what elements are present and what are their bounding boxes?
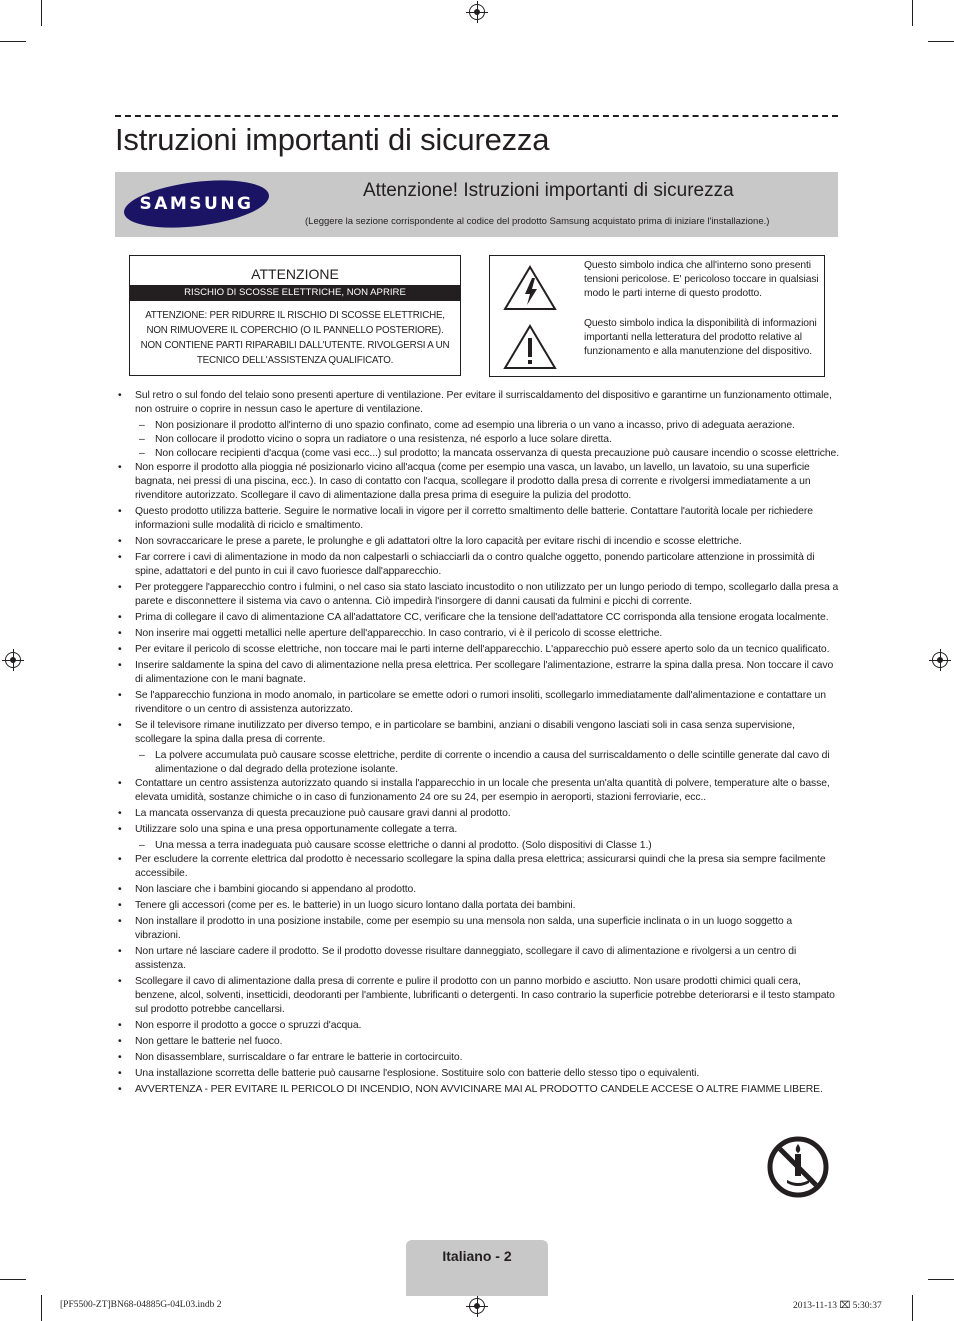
caution-line: NON CONTIENE PARTI RIPARABILI DALL'UTENTE. RIVOLGERSI A UN — [140, 340, 450, 351]
voltage-symbol-text: Questo simbolo indica che all'interno sono presenti tensioni pericolose. E' pericoloso toccare in qualsiasi modo le parti interne di questo prodotto. — [584, 260, 819, 299]
list-item: • Non esporre il prodotto a gocce o spruzzi d'acqua. — [115, 1019, 840, 1033]
exclamation-symbol-text: Questo simbolo indica la disponibilità di informazioni importanti nella letteratura del prodotto relative al funzionamento e alla manutenzione del dispositivo. — [584, 318, 817, 357]
crop-mark — [0, 41, 26, 42]
list-item: • Far correre i cavi di alimentazione in modo da non calpestarli o schiacciarli da o contro qualche oggetto, ponendo particolare attenzione in prossimità di spine, adattatori e del punto in cui il cavo fuoriesce dall'apparecchio. — [115, 551, 840, 579]
list-item: • Contattare un centro assistenza autorizzato quando si installa l'apparecchio in un locale che presenta un'alta quantità di polvere, temperature alte o basse, elevata umidità, sostanze chimiche o in caso di funzionamento 24 ore su 24, per esempio in aeroporti, stazioni ferroviarie, ecc.. — [115, 777, 840, 805]
list-item: • Non lasciare che i bambini giocando si appendano al prodotto. — [115, 883, 840, 897]
registration-mark-icon — [5, 652, 21, 668]
caution-bar: RISCHIO DI SCOSSE ELETTRICHE, NON APRIRE — [130, 285, 460, 301]
list-item: • Questo prodotto utilizza batterie. Seguire le normative locali in vigore per il corretto smaltimento delle batterie. Contattare l'autorità locale per richiedere informazioni sulle modalità di riciclo e smaltimento. — [115, 505, 840, 533]
list-item: • AVVERTENZA - PER EVITARE IL PERICOLO DI INCENDIO, NON AVVICINARE MAI AL PRODOTTO CANDELE ACCESE O ALTRE FIAMME LIBERE. — [115, 1083, 840, 1097]
sub-list-item: – Non collocare il prodotto vicino o sopra un radiatore o una resistenza, né esporlo a luce solare diretta. — [115, 433, 840, 447]
crop-mark — [41, 0, 42, 26]
print-slug-file: [PF5500-ZT]BN68-04885G-04L03.indb 2 — [60, 1300, 222, 1310]
registration-mark-icon — [469, 1298, 485, 1314]
list-item: • Prima di collegare il cavo di alimentazione CA all'adattatore CC, verificare che la tensione dell'adattatore CC corrisponda alla tensione erogata localmente. — [115, 611, 840, 625]
page-number-tab — [406, 1240, 548, 1296]
crop-mark — [912, 0, 913, 26]
crop-mark — [912, 1295, 913, 1321]
samsung-logo — [123, 180, 270, 228]
list-item: • Scollegare il cavo di alimentazione dalla presa di corrente e pulire il prodotto con un panno morbido e asciutto. Non usare prodotti chimici quali cera, benzene, alcol, solventi, insetticidi, deodoranti per l'ambiente, lubrificanti o detergenti. In caso contrario la superficie potrebbe deteriorarsi e il testo stampato sul prodotto potrebbe cancellarsi. — [115, 975, 840, 1017]
list-item: • Per evitare il pericolo di scosse elettriche, non toccare mai le parti interne dell'apparecchio. L'apparecchio può essere aperto solo da un tecnico qualificato. — [115, 643, 840, 657]
safety-banner — [115, 172, 838, 237]
list-item: • Non gettare le batterie nel fuoco. — [115, 1035, 840, 1049]
caution-line: TECNICO DELL'ASSISTENZA QUALIFICATO. — [196, 355, 394, 366]
list-item: • Per escludere la corrente elettrica dal prodotto è necessario scollegare la spina dalla presa elettrica; assicurarsi quindi che la presa sia sempre facilmente accessibile. — [115, 853, 840, 881]
caution-line: NON RIMUOVERE IL COPERCHIO (O IL PANNELLO POSTERIORE). — [146, 325, 444, 336]
list-item: • Utilizzare solo una spina e una presa opportunamente collegate a terra. — [115, 823, 840, 837]
title-dotted-rule — [115, 115, 838, 117]
crop-mark — [0, 1279, 26, 1280]
no-open-flame-icon — [767, 1136, 829, 1198]
list-item: • Una installazione scorretta delle batterie può causarne l'esplosione. Sostituire solo con batterie dello stesso tipo o equivalenti. — [115, 1067, 840, 1081]
list-item: • Se il televisore rimane inutilizzato per diverso tempo, e in particolare se bambini, anziani o disabili vengono lasciati soli in casa senza supervisione, scollegare la spina dalla presa di corrente. — [115, 719, 840, 747]
list-item: • Inserire saldamente la spina del cavo di alimentazione nella presa elettrica. Per scollegare l'alimentazione, estrarre la spina dalla presa. Non toccare il cavo di alimentazione con le mani bagnate. — [115, 659, 840, 687]
list-item: • La mancata osservanza di questa precauzione può causare gravi danni al prodotto. — [115, 807, 840, 821]
brand-name: SAMSUNG — [139, 194, 254, 214]
caution-box — [129, 255, 461, 376]
caution-line: ATTENZIONE: PER RIDURRE IL RISCHIO DI SCOSSE ELETTRICHE, — [145, 310, 445, 321]
registration-mark-icon — [469, 4, 485, 20]
list-item: • Tenere gli accessori (come per es. le batterie) in un luogo sicuro lontano dalla portata dei bambini. — [115, 899, 840, 913]
list-item: • Non inserire mai oggetti metallici nelle aperture dell'apparecchio. In caso contrario, vi è il pericolo di scosse elettriche. — [115, 627, 840, 641]
banner-subtitle: (Leggere la sezione corrispondente al codice del prodotto Samsung acquistato prima di iniziare l'installazione.) — [305, 216, 770, 227]
list-item: • Per proteggere l'apparecchio contro i fulmini, o nel caso sia stato lasciato incustodito o non utilizzato per un lungo periodo di tempo, scollegarlo dalla presa a parete e disconnettere il sistema via cavo o antenna. Ciò impedirà l'insorgere di danni causati da fulmini e picchi di corrente. — [115, 581, 840, 609]
list-item: • Se l'apparecchio funziona in modo anomalo, in particolare se emette odori o rumori insoliti, scollegarlo immediatamente dall'alimentazione e contattare un rivenditore o un centro di assistenza autorizzato. — [115, 689, 840, 717]
symbols-box — [489, 255, 825, 377]
print-slug-timestamp: 2013-11-13 ⌧ 5:30:37 — [793, 1301, 882, 1311]
sub-list-item: – Non posizionare il prodotto all'interno di uno spazio confinato, come ad esempio una libreria o un vano a incasso, privo di adeguata aerazione. — [115, 419, 840, 433]
list-item: • Non esporre il prodotto alla pioggia né posizionarlo vicino all'acqua (come per esempio una vasca, un lavabo, un lavello, un lavatoio, su una superficie bagnata, nei pressi di una piscina, ecc.). In caso di contatto con l'acqua, scollegare il prodotto dalla presa di corrente e rivolgersi immediatamente a un rivenditore autorizzato. Scollegare il cavo di alimentazione dalla presa prima di eseguire la pulizia del prodotto. — [115, 461, 840, 503]
sub-list-item: – Non collocare recipienti d'acqua (come vasi ecc...) sul prodotto; la mancata osservanza di questa precauzione può causare incendio o scosse elettriche. — [115, 447, 840, 461]
sub-list-item: – La polvere accumulata può causare scosse elettriche, perdite di corrente o incendio a causa del surriscaldamento o delle scintille generate dal cavo di alimentazione o dal degrado della protezione isolante. — [115, 749, 840, 777]
crop-mark — [928, 1279, 954, 1280]
list-item: • Non installare il prodotto in una posizione instabile, come per esempio su una mensola non salda, una superficie inclinata o in un luogo soggetto a vibrazioni. — [115, 915, 840, 943]
crop-mark — [41, 1295, 42, 1321]
crop-mark — [928, 41, 954, 42]
caution-body — [138, 308, 452, 368]
list-item: • Non disassemblare, surriscaldare o far entrare le batterie in cortocircuito. — [115, 1051, 840, 1065]
list-item: • Non sovraccaricare le prese a parete, le prolunghe e gli adattatori oltre la loro capacità per evitare rischi di incendio e scosse elettriche. — [115, 535, 840, 549]
list-item: • Sul retro o sul fondo del telaio sono presenti aperture di ventilazione. Per evitare il surriscaldamento del dispositivo e garantirne un funzionamento ottimale, non ostruire o coprire in nessun caso le aperture di ventilazione. — [115, 389, 840, 417]
caution-heading: ATTENZIONE — [251, 266, 339, 282]
safety-instructions-list — [115, 389, 840, 1099]
page-number-label: Italiano - 2 — [442, 1248, 512, 1264]
lightning-triangle-icon — [502, 264, 558, 312]
sub-list-item: – Una messa a terra inadeguata può causare scosse elettriche o danni al prodotto. (Solo dispositivi di Classe 1.) — [115, 839, 840, 853]
banner-title: Attenzione! Istruzioni importanti di sicurezza — [363, 180, 734, 201]
exclamation-triangle-icon — [502, 323, 558, 371]
list-item: • Non urtare né lasciare cadere il prodotto. Se il prodotto dovesse risultare danneggiato, scollegare il cavo di alimentazione e rivolgersi a un centro di assistenza. — [115, 945, 840, 973]
registration-mark-icon — [932, 652, 948, 668]
page-title: Istruzioni importanti di sicurezza — [115, 122, 550, 157]
